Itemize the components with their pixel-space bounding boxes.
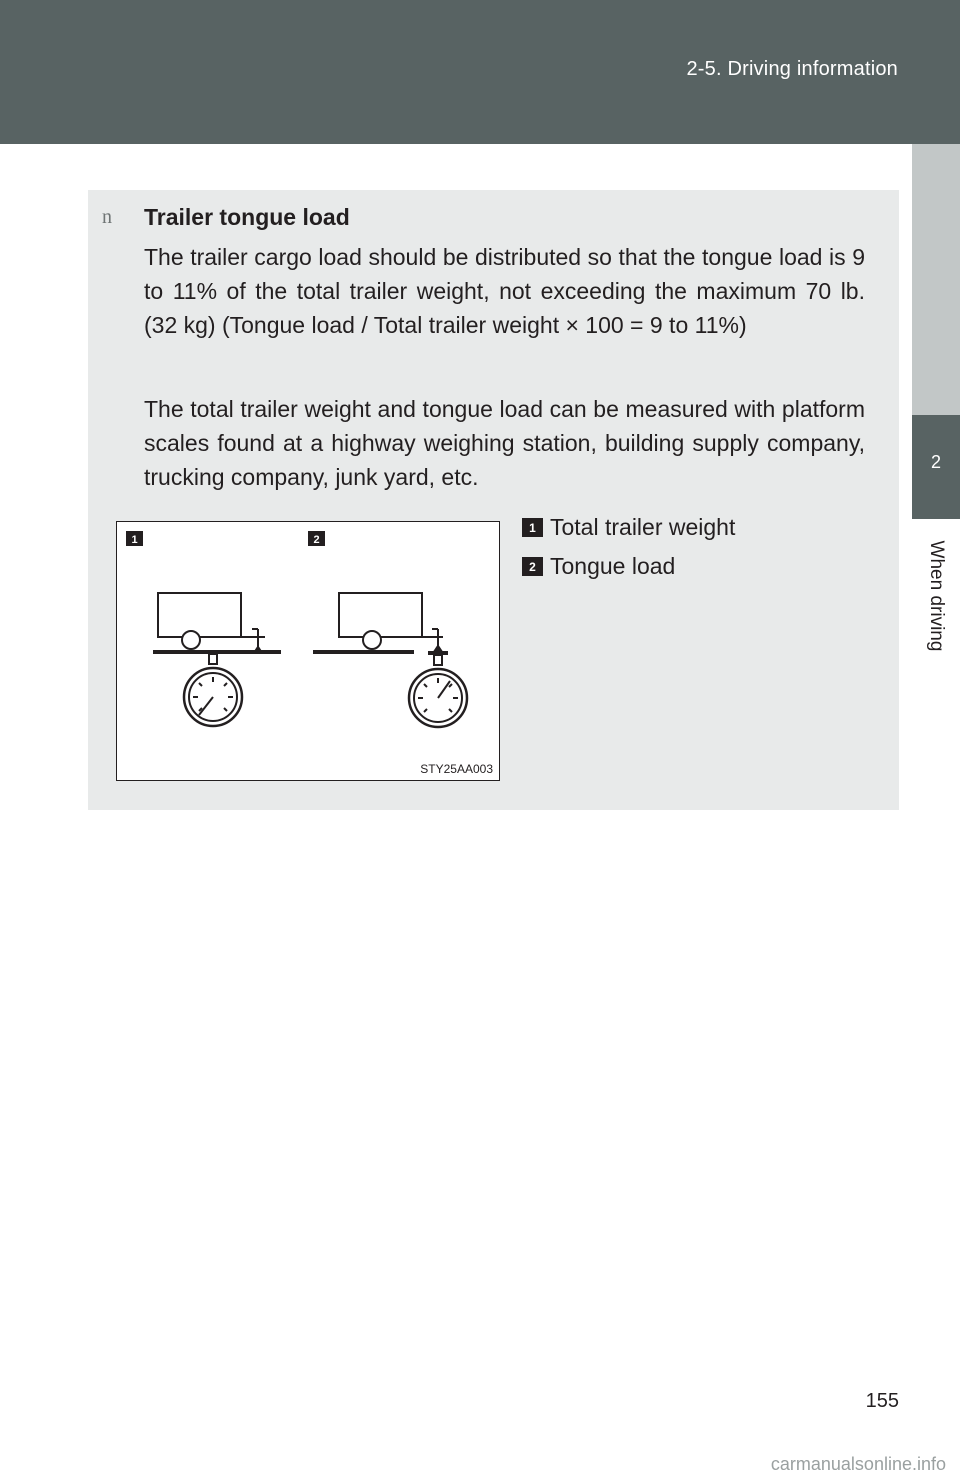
header-band [0, 0, 960, 144]
number-badge-1: 1 [522, 518, 543, 537]
trailer-2-icon [339, 593, 443, 651]
bullet-icon: n [102, 206, 112, 228]
section-heading: Trailer tongue load [144, 204, 350, 230]
watermark: carmanualsonline.info [770, 1454, 946, 1474]
needle-1 [199, 697, 213, 715]
legend-item-total-weight [522, 514, 735, 541]
number-badge-2: 2 [522, 557, 543, 576]
legend-label-2: Tongue load [550, 553, 676, 579]
needle-2 [438, 681, 450, 698]
callout-number-2: 2 [313, 534, 320, 546]
paragraph-measurement: The total trailer weight and tongue load can be measured with platform scales found at a highway weighing station, building supply company, trucking company, junk yard, etc. [144, 396, 865, 490]
figure-code: STY25AA003 [420, 762, 493, 776]
legend-label-1: Total trailer weight [550, 514, 736, 540]
side-tab-upper [912, 144, 960, 415]
paragraph-tongue-load: The trailer cargo load should be distributed so that the tongue load is 9 to 11% of the total trailer weight, not exceeding the maximum 70 lb. (32 kg) (Tongue load / Total trailer weight × 100 = 9 to 11%) [144, 244, 865, 338]
trailer-scale-illustration [117, 522, 501, 782]
chapter-number: 2 [930, 452, 941, 472]
scale-1-icon [184, 654, 242, 726]
trailer-1-icon [158, 593, 265, 652]
callout-number-1: 1 [131, 534, 138, 546]
page-number: 155 [865, 1390, 899, 1412]
legend-item-tongue-load [522, 553, 675, 580]
section-title: 2-5. Driving information [686, 58, 898, 80]
chapter-label: When driving [926, 540, 947, 652]
trailer-scale-figure [116, 521, 500, 781]
scale-2-icon [409, 655, 467, 727]
